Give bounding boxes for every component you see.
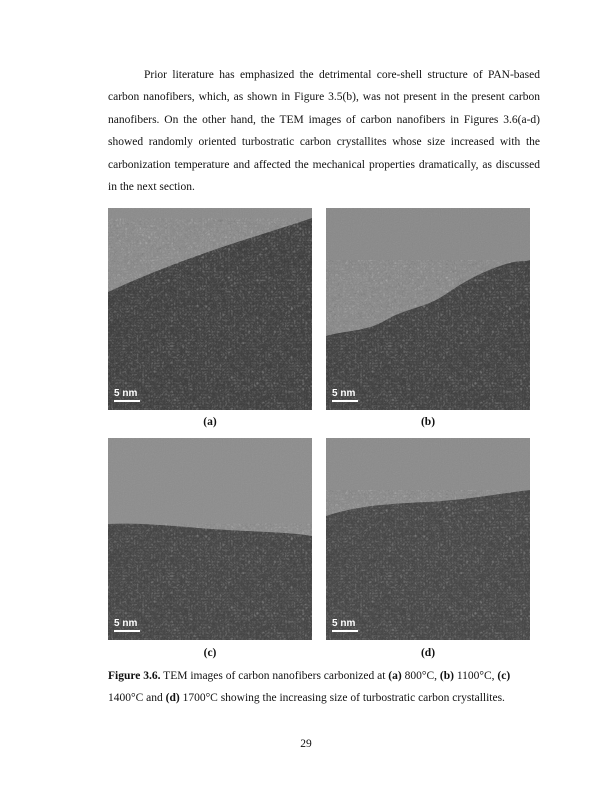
- body-paragraph: Prior literature has emphasized the detrimental core-shell structure of PAN-based carbon nanofibers, which, as shown in Figure 3.5(b), was not present in the present carbon nanofibers. On the other hand, the TEM images of carbon nanofibers in Figures 3.6(a-d) showed randomly oriented turbostratic carbon crystallites whose size increased with the carbonization temperature and affected the mechanical properties dramatically, as discussed in the next section.: [108, 69, 540, 194]
- tem-image-c: [108, 438, 312, 640]
- page-number: 29: [300, 738, 312, 750]
- tem-image-b: [326, 208, 530, 410]
- scale-bar-a: 5 nm: [114, 388, 140, 402]
- subfigure-label-a: (a): [203, 416, 217, 428]
- subfigure-label-d: (d): [420, 647, 436, 659]
- scale-bar-c: 5 nm: [114, 618, 140, 632]
- subfigure-label-b: (b): [420, 416, 436, 428]
- subfigure-label-c: (c): [203, 647, 217, 659]
- caption-figure-label: Figure 3.6.: [108, 670, 161, 682]
- tem-image-d: [326, 438, 530, 640]
- scale-bar-d: 5 nm: [332, 618, 358, 632]
- figure-caption: Figure 3.6. TEM images of carbon nanofibers carbonized at (a) 800°C, (b) 1100°C, (c) 1400°C and (d) 1700°C showing the increasing size of turbostratic carbon crystallites.: [108, 670, 511, 705]
- tem-image-a: [108, 208, 312, 410]
- scale-bar-b: 5 nm: [332, 388, 358, 402]
